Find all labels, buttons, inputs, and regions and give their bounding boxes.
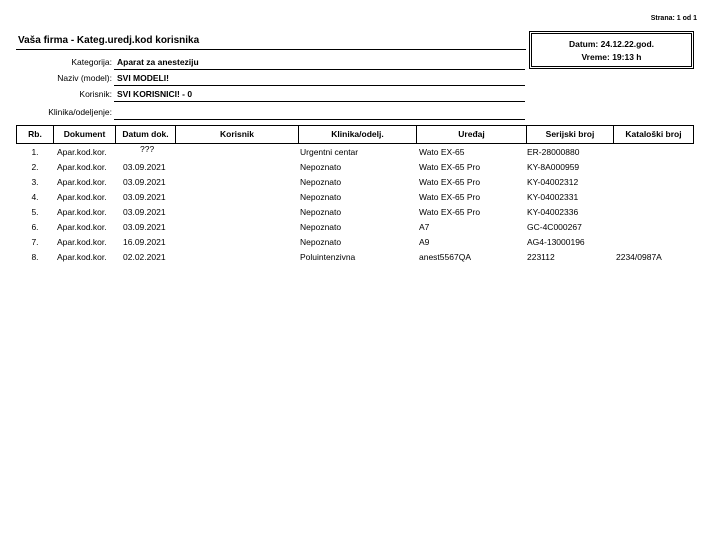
- cell-date: 03.09.2021: [123, 222, 166, 232]
- cell-date: 03.09.2021: [123, 177, 166, 187]
- cell-date: 03.09.2021: [123, 162, 166, 172]
- clinic-label: Klinika/odeljenje:: [48, 107, 112, 117]
- col-date: Datum dok.: [115, 125, 176, 144]
- category-value: Aparat za anesteziju: [117, 57, 199, 67]
- cell-document: Apar.kod.kor.: [57, 237, 107, 247]
- cell-serial: GC-4C000267: [527, 222, 582, 232]
- date-box: [529, 31, 694, 69]
- cell-device: Wato EX-65 Pro: [419, 177, 481, 187]
- cell-device: Wato EX-65 Pro: [419, 192, 481, 202]
- col-clinic: Klinika/odelj.: [298, 125, 417, 144]
- cell-serial: AG4-13000196: [527, 237, 585, 247]
- col-document: Dokument: [53, 125, 116, 144]
- col-serial: Serijski broj: [526, 125, 614, 144]
- cell-document: Apar.kod.kor.: [57, 192, 107, 202]
- cell-clinic: Urgentni centar: [300, 147, 359, 157]
- cell-serial: KY-04002312: [527, 177, 579, 187]
- cell-rb: 1.: [31, 147, 39, 157]
- cell-document: Apar.kod.kor.: [57, 252, 107, 262]
- cell-rb: 5.: [31, 207, 39, 217]
- cell-document: Apar.kod.kor.: [57, 162, 107, 172]
- user-rule: [114, 101, 525, 102]
- cell-rb: 7.: [31, 237, 39, 247]
- cell-rb: 3.: [31, 177, 39, 187]
- cell-clinic: Nepoznato: [300, 162, 342, 172]
- cell-clinic: Nepoznato: [300, 177, 342, 187]
- cell-serial: KY-8A000959: [527, 162, 580, 172]
- cell-device: anest5567QA: [419, 252, 471, 262]
- cell-document: Apar.kod.kor.: [57, 207, 107, 217]
- cell-clinic: Poluintenzivna: [300, 252, 356, 262]
- cell-document: Apar.kod.kor.: [57, 222, 107, 232]
- col-user: Korisnik: [175, 125, 299, 144]
- cell-device: A9: [419, 237, 430, 247]
- cell-rb: 8.: [31, 252, 39, 262]
- cell-rb: 2.: [31, 162, 39, 172]
- page-number: Strana: 1 od 1: [650, 15, 697, 22]
- cell-date: 03.09.2021: [123, 192, 166, 202]
- cell-catalog: 2234/0987A: [616, 252, 662, 262]
- report-time: Vreme: 19:13 h: [581, 52, 642, 62]
- table-header: [16, 125, 694, 144]
- category-label: Kategorija:: [71, 57, 112, 67]
- cell-serial: KY-04002336: [527, 207, 579, 217]
- cell-document: Apar.kod.kor.: [57, 177, 107, 187]
- cell-date: 03.09.2021: [123, 207, 166, 217]
- category-rule: [114, 69, 525, 70]
- cell-clinic: Nepoznato: [300, 192, 342, 202]
- cell-clinic: Nepoznato: [300, 222, 342, 232]
- cell-device: Wato EX-65 Pro: [419, 162, 481, 172]
- cell-device: A7: [419, 222, 430, 232]
- cell-device: Wato EX-65 Pro: [419, 207, 481, 217]
- cell-serial: ER-28000880: [527, 147, 580, 157]
- model-label: Naziv (model):: [57, 73, 112, 83]
- col-rb: Rb.: [16, 125, 54, 144]
- cell-clinic: Nepoznato: [300, 207, 342, 217]
- cell-clinic: Nepoznato: [300, 237, 342, 247]
- cell-date: 02.02.2021: [123, 252, 166, 262]
- model-value: SVI MODELI!: [117, 73, 169, 83]
- cell-document: Apar.kod.kor.: [57, 147, 107, 157]
- model-rule: [114, 85, 525, 86]
- cell-serial: 223112: [527, 252, 555, 262]
- report-title: Vaša firma - Kateg.uredj.kod korisnika: [18, 35, 200, 46]
- user-value: SVI KORISNICI! - 0: [117, 89, 193, 99]
- cell-rb: 4.: [31, 192, 39, 202]
- cell-serial: KY-04002331: [527, 192, 579, 202]
- cell-device: Wato EX-65: [419, 147, 465, 157]
- cell-rb: 6.: [31, 222, 39, 232]
- clinic-rule: [114, 119, 525, 120]
- col-catalog: Kataloški broj: [613, 125, 694, 144]
- cell-date: 16.09.2021: [123, 237, 166, 247]
- col-device: Uređaj: [416, 125, 527, 144]
- user-label: Korisnik:: [79, 89, 112, 99]
- report-date: Datum: 24.12.22.god.: [568, 39, 655, 49]
- title-divider: [16, 49, 526, 50]
- cell-date: ???: [140, 144, 155, 154]
